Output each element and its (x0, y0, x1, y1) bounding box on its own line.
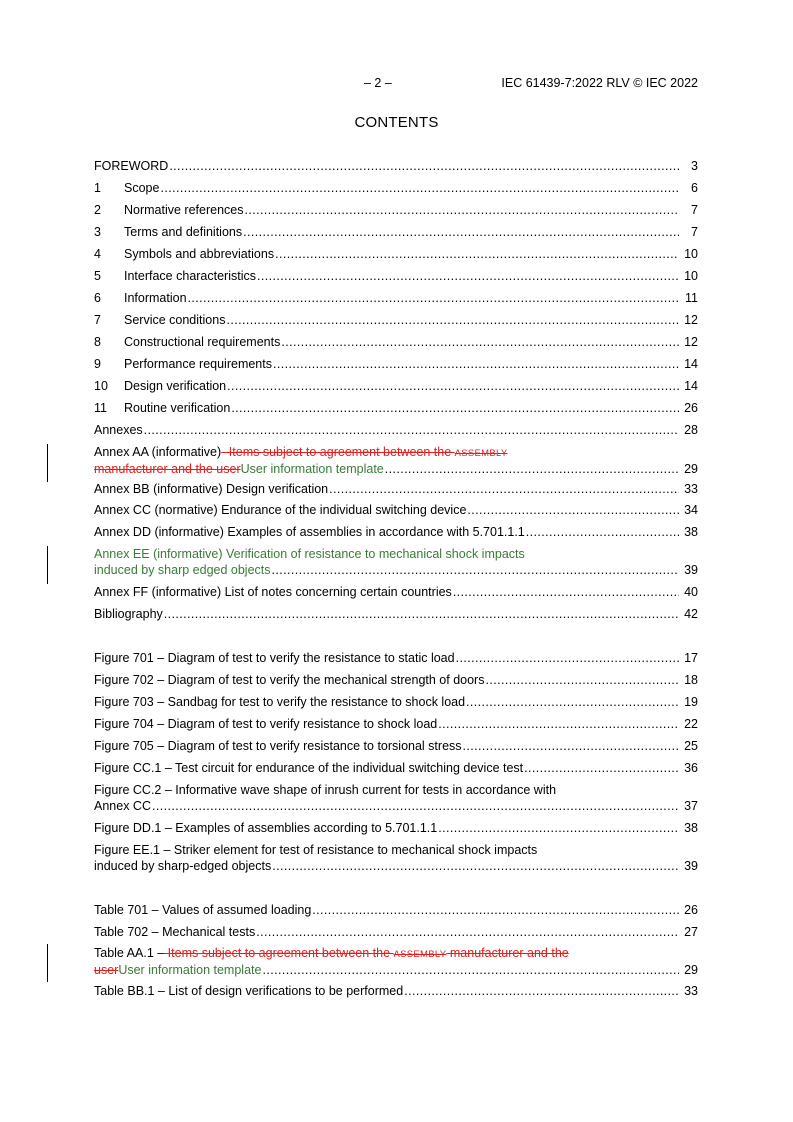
toc-entry-annexes[interactable]: Annexes ..... 28 (94, 423, 698, 439)
toc-entry-table-aa1[interactable]: Table AA.1 – Items subject to agreement between the ASSEMBLY manufacturer and the user User information template ..... 29 (94, 946, 698, 978)
toc-entry-table[interactable]: Table 702 – Mechanical tests ..... 27 (94, 925, 698, 941)
toc-entry-interface[interactable]: 5 Interface characteristics ..... 10 (94, 269, 698, 285)
page-title: CONTENTS (354, 114, 439, 131)
toc-entry-figure-ee1[interactable]: Figure EE.1 – Striker element for test of resistance to mechanical shock impacts induced by sharp-edged objects ..... 39 (94, 843, 698, 875)
toc-entry-symbols[interactable]: 4 Symbols and abbreviations ..... 10 (94, 247, 698, 263)
toc-entry-figure-cc2[interactable]: Figure CC.2 – Informative wave shape of inrush current for tests in accordance with Annex CC ..... 37 (94, 783, 698, 815)
change-bar (47, 444, 48, 482)
toc-entry-constructional[interactable]: 8 Constructional requirements ..... 12 (94, 335, 698, 351)
page-number: – 2 – (364, 76, 392, 90)
toc-entry-figure[interactable]: Figure 701 – Diagram of test to verify the resistance to static load ..... 17 (94, 651, 698, 667)
toc-entry-annex-bb[interactable]: Annex BB (informative) Design verification ..... 33 (94, 482, 698, 498)
toc-entry-terms-and-definitions[interactable]: 3 Terms and definitions ..... 7 (94, 225, 698, 241)
document-code: IEC 61439-7:2022 RLV © IEC 2022 (501, 76, 698, 90)
toc-entry-figure-dd1[interactable]: Figure DD.1 – Examples of assemblies according to 5.701.1.1 ..... 38 (94, 821, 698, 837)
change-bar (47, 944, 48, 982)
toc-entry-annex-dd[interactable]: Annex DD (informative) Examples of assemblies in accordance with 5.701.1.1 ..... 38 (94, 525, 698, 541)
toc-entry-annex-aa[interactable]: Annex AA (informative)- Items subject to agreement between the ASSEMBLY manufacturer and the user User information template ..... 29 (94, 445, 698, 477)
toc-entry-annex-ff[interactable]: Annex FF (informative) List of notes concerning certain countries ..... 40 (94, 585, 698, 601)
toc-entry-bibliography[interactable]: Bibliography ..... 42 (94, 607, 698, 623)
toc-entry-figure[interactable]: Figure 703 – Sandbag for test to verify the resistance to shock load ..... 19 (94, 695, 698, 711)
toc-entry-figure[interactable]: Figure 704 – Diagram of test to verify resistance to shock load ..... 22 (94, 717, 698, 733)
toc-entry-service-conditions[interactable]: 7 Service conditions ..... 12 (94, 313, 698, 329)
toc-entry-annex-ee[interactable]: Annex EE (informative) Verification of resistance to mechanical shock impacts induced by sharp edged objects ..... 39 (94, 547, 698, 579)
toc-entry-scope[interactable]: 1 Scope ..... 6 (94, 181, 698, 197)
toc-entry-table[interactable]: Table 701 – Values of assumed loading ..... 26 (94, 903, 698, 919)
toc-entry-routine-verification[interactable]: 11 Routine verification ..... 26 (94, 401, 698, 417)
toc-entry-foreword[interactable]: FOREWORD ..... 3 (94, 159, 698, 175)
toc-entry-normative-references[interactable]: 2 Normative references ..... 7 (94, 203, 698, 219)
toc-entry-design-verification[interactable]: 10 Design verification ..... 14 (94, 379, 698, 395)
toc-entry-table-bb1[interactable]: Table BB.1 – List of design verifications to be performed ..... 33 (94, 984, 698, 1000)
toc-entry-performance[interactable]: 9 Performance requirements ..... 14 (94, 357, 698, 373)
toc-entry-annex-cc[interactable]: Annex CC (normative) Endurance of the individual switching device ..... 34 (94, 503, 698, 519)
toc-entry-information[interactable]: 6 Information ..... 11 (94, 291, 698, 307)
toc-entry-figure[interactable]: Figure 705 – Diagram of test to verify resistance to torsional stress ..... 25 (94, 739, 698, 755)
toc-entry-figure[interactable]: Figure CC.1 – Test circuit for endurance of the individual switching device test ..... 36 (94, 761, 698, 777)
change-bar (47, 546, 48, 584)
toc-entry-figure[interactable]: Figure 702 – Diagram of test to verify the mechanical strength of doors ..... 18 (94, 673, 698, 689)
page-header (94, 76, 698, 92)
